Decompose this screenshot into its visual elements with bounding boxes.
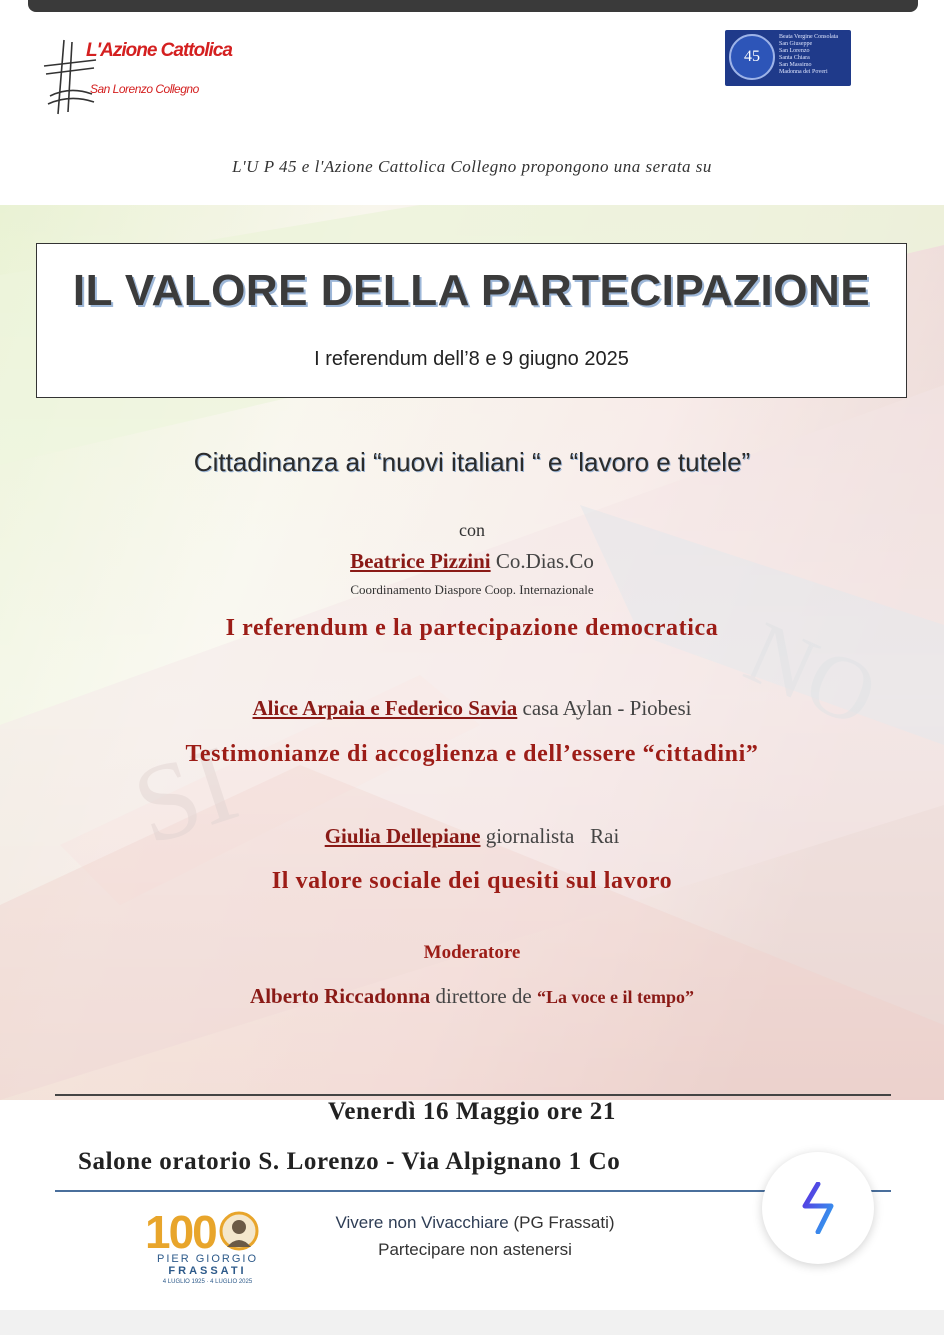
subject-line: Cittadinanza ai “nuovi italiani “ e “lavoro e tutele” [193,447,751,477]
event-date: Venerdì 16 Maggio ore 21 [328,1098,616,1125]
up45-number: 45 [729,34,775,80]
frassati-name-line2: FRASSATI [168,1265,247,1277]
motto-line2: Partecipare non astenersi [378,1240,572,1259]
speaker-name: Alice Arpaia e Federico Savia [252,696,518,720]
con-label: con [459,520,485,540]
sparkle-arrows-icon [795,1182,841,1234]
parish-name: Beata Vergine Consolata [779,34,839,40]
speaker-org: Coordinamento Diaspore Coop. Internazionale [350,582,594,597]
parish-name: San Lorenzo [779,48,810,54]
parish-name: Madonna dei Poveri [779,69,828,75]
frassati-name-line1: PIER GIORGIO [156,1253,258,1265]
azione-cattolica-sub: San Lorenzo Collegno [90,82,199,96]
intro-text: L'U P 45 e l'Azione Cattolica Collegno propongono una serata su [232,157,712,176]
frassati-dates: 4 LUGLIO 1925 · 4 LUGLIO 2025 [162,1279,253,1285]
speaker-name: Beatrice Pizzini [350,549,491,573]
speaker-topic: Il valore sociale dei quesiti sul lavoro [271,868,673,894]
frassati-number: 100 [145,1206,216,1258]
speaker-topic: Testimonianze di accoglienza e dell’essere “cittadini” [185,741,759,767]
page-subtitle: I referendum dell’8 e 9 giugno 2025 [314,348,629,370]
divider [55,1094,891,1096]
event-venue: Salone oratorio S. Lorenzo - Via Alpignano 1 Co [78,1148,621,1175]
parish-name: San Giuseppe [779,41,813,47]
speaker-role: casa Aylan - Piobesi [522,696,692,720]
frassati-portrait-icon [219,1211,259,1251]
moderator-role: direttore de [435,984,532,1008]
azione-cattolica-logo [40,36,240,116]
moderator-line [0,984,944,1009]
page-title: IL VALORE DELLA PARTECIPAZIONE [72,266,871,315]
floating-action-button[interactable] [762,1152,874,1264]
motto-line1 [300,1209,650,1236]
azione-cattolica-brand: L'Azione Cattolica [86,40,232,61]
motto-attribution: (PG Frassati) [513,1213,615,1232]
footer-motto [300,1209,650,1263]
speaker-line [0,549,944,574]
frassati-100-logo [145,1205,270,1290]
window-top-bar [28,0,918,12]
speaker-topic: I referendum e la partecipazione democratica [225,615,719,641]
up45-logo [725,30,851,86]
speaker-line [0,824,944,849]
speaker-name: Giulia Dellepiane [324,824,481,848]
up45-parish-list [779,34,849,76]
moderator-name: Alberto Riccadonna [250,984,431,1008]
speaker-line [0,696,944,721]
speaker-role: giornalista Rai [485,824,620,848]
bottom-bar [0,1310,944,1335]
title-box [36,243,907,398]
speaker-role: Co.Dias.Co [495,549,594,573]
motto-main: Vivere non Vivacchiare [335,1213,509,1232]
parish-name: Santa Chiara [779,55,810,61]
moderator-label: Moderatore [423,942,521,963]
parish-name: San Massimo [779,62,812,68]
moderator-publication: “La voce e il tempo” [536,987,694,1007]
